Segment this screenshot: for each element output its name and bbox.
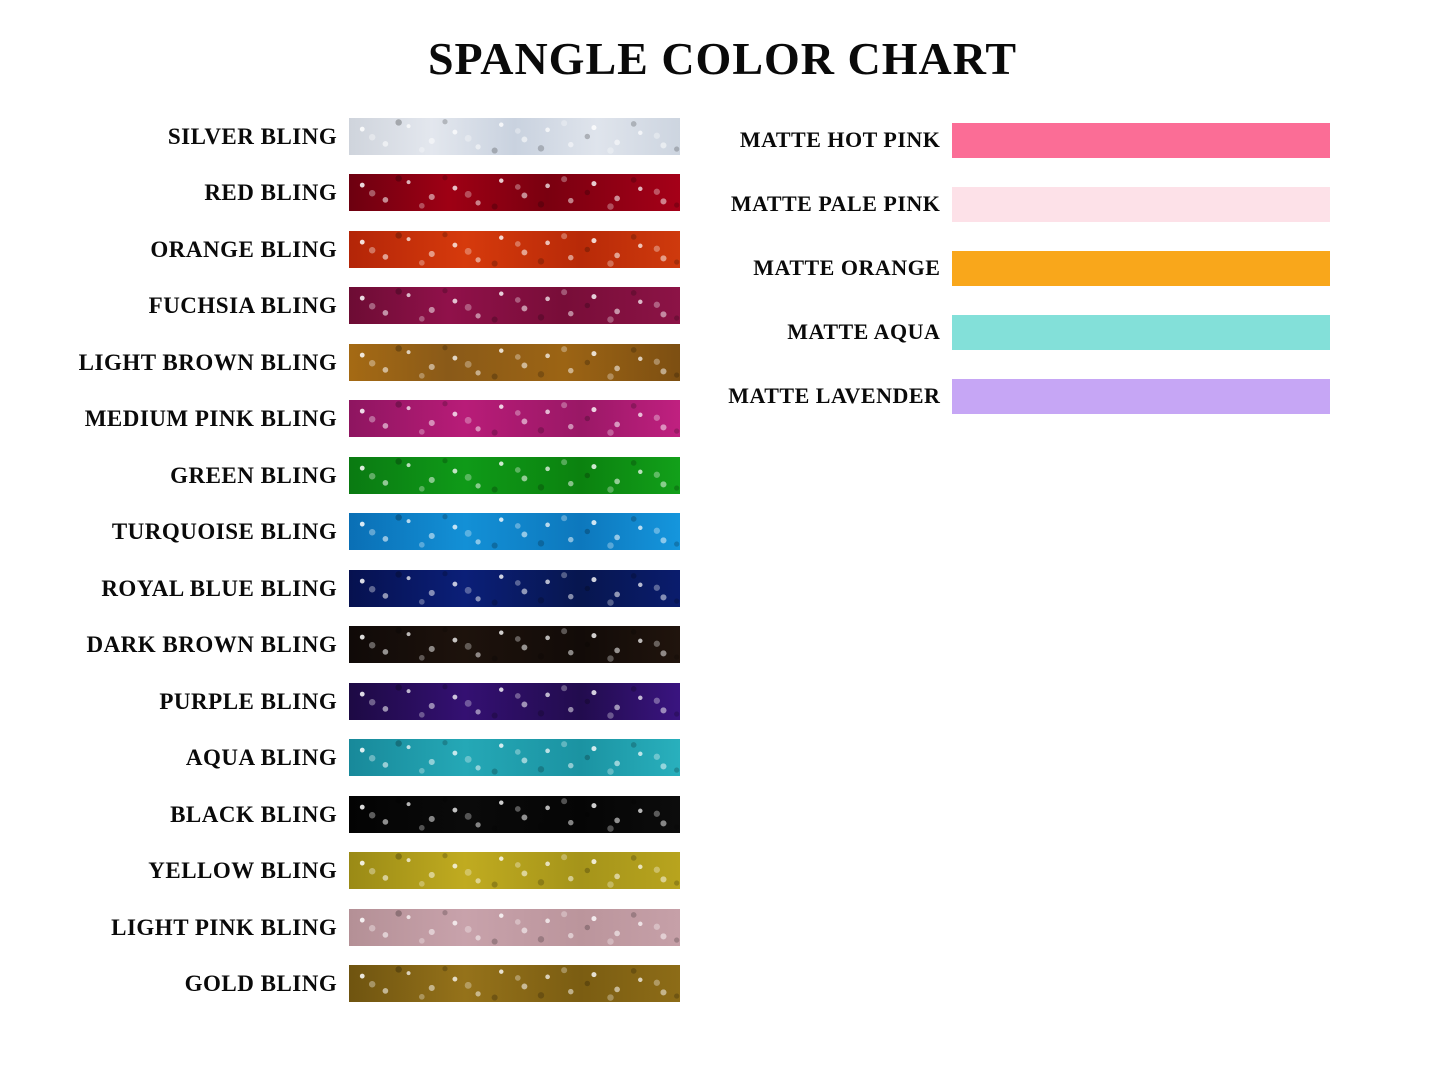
page-title: SPANGLE COLOR CHART [427, 33, 1018, 84]
swatch-label: TURQUOISE BLING [111, 519, 338, 545]
swatch-label: ROYAL BLUE BLING [101, 575, 338, 601]
swatch-row [690, 364, 1330, 428]
swatch-row [60, 165, 680, 222]
swatch-label: MEDIUM PINK BLING [84, 406, 338, 432]
swatch-label: LIGHT BROWN BLING [78, 349, 338, 375]
swatch-row [60, 617, 680, 674]
swatch-row [60, 560, 680, 617]
swatch-label: FUCHSIA BLING [148, 293, 338, 319]
swatch-bar [349, 570, 680, 607]
swatch-bar [952, 379, 1330, 414]
swatch-row [60, 278, 680, 335]
swatch-row [60, 334, 680, 391]
swatch-row [60, 447, 680, 504]
bling-swatch-column [60, 108, 680, 1012]
swatch-row [690, 236, 1330, 300]
swatch-label: YELLOW BLING [148, 858, 338, 884]
swatch-bar [952, 187, 1330, 222]
swatch-row [690, 300, 1330, 364]
swatch-row [60, 504, 680, 561]
swatch-bar [952, 315, 1330, 350]
swatch-label: AQUA BLING [185, 745, 338, 771]
swatch-bar [349, 400, 680, 437]
swatch-row [690, 108, 1330, 172]
swatch-bar [349, 683, 680, 720]
swatch-label: MATTE AQUA [787, 318, 941, 344]
swatch-bar [952, 123, 1330, 158]
swatch-label: MATTE ORANGE [753, 254, 941, 280]
swatch-bar [349, 626, 680, 663]
swatch-row [60, 673, 680, 730]
swatch-row [60, 899, 680, 956]
swatch-label: GREEN BLING [170, 462, 338, 488]
swatch-bar [349, 231, 680, 268]
matte-swatch-column [690, 108, 1330, 428]
swatch-row [60, 956, 680, 1013]
swatch-bar [349, 739, 680, 776]
swatch-bar [349, 909, 680, 946]
swatch-row [60, 108, 680, 165]
swatch-row [60, 221, 680, 278]
swatch-label: PURPLE BLING [159, 688, 338, 714]
swatch-bar [349, 796, 680, 833]
swatch-label: ORANGE BLING [150, 236, 338, 262]
swatch-label: MATTE LAVENDER [728, 382, 941, 408]
swatch-bar [349, 174, 680, 211]
swatch-bar [349, 513, 680, 550]
swatch-row [60, 391, 680, 448]
swatch-label: RED BLING [204, 180, 338, 206]
swatch-bar [349, 344, 680, 381]
swatch-bar [349, 457, 680, 494]
swatch-label: MATTE PALE PINK [730, 190, 941, 216]
swatch-bar [349, 287, 680, 324]
swatch-label: BLACK BLING [170, 801, 338, 827]
swatch-label: MATTE HOT PINK [739, 126, 941, 152]
swatch-label: GOLD BLING [184, 971, 338, 997]
swatch-bar [952, 251, 1330, 286]
swatch-row [60, 786, 680, 843]
swatch-row [60, 843, 680, 900]
swatch-row [60, 730, 680, 787]
swatch-label: SILVER BLING [167, 123, 338, 149]
swatch-bar [349, 852, 680, 889]
swatch-row [690, 172, 1330, 236]
swatch-bar [349, 118, 680, 155]
swatch-label: DARK BROWN BLING [86, 632, 338, 658]
swatch-label: LIGHT PINK BLING [111, 914, 338, 940]
swatch-bar [349, 965, 680, 1002]
